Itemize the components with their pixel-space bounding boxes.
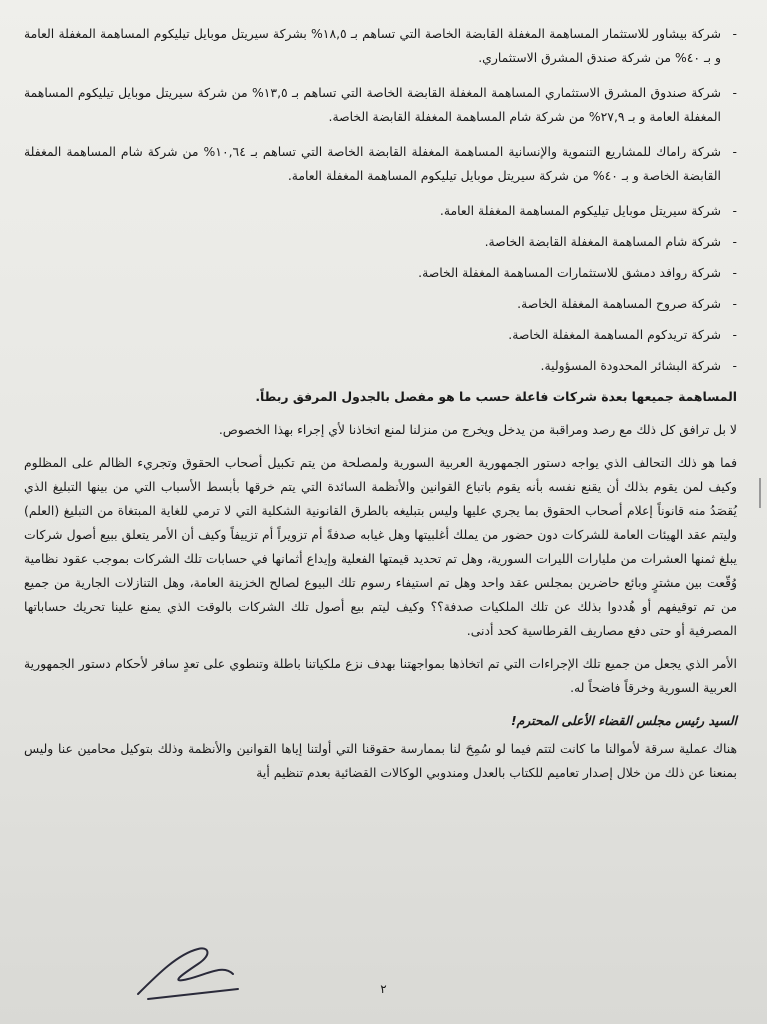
list-item: - شركة صروح المساهمة المغفلة الخاصة. bbox=[24, 292, 737, 316]
list-item: - شركة بيشاور للاستثمار المساهمة المغفلة القابضة الخاصة التي تساهم بـ ١٨,٥% بشركة سيريتل موبايل تيليكوم المساهمة المغفلة العامة و بـ ٤٠% من شركة صندق المشرق الاستثماري. bbox=[24, 22, 737, 70]
page-number: ٢ bbox=[380, 982, 387, 996]
list-item: - شركة شام المساهمة المغفلة القابضة الخاصة. bbox=[24, 230, 737, 254]
company-list bbox=[24, 22, 737, 378]
list-item: - شركة صندوق المشرق الاستثماري المساهمة المغفلة القابضة الخاصة التي تساهم بـ ١٣,٥% من شركة سيريتل موبايل تيليكوم المساهمة المغفلة العامة و بـ ٢٧,٩% من شركة شام المساهمة المغفلة القابضة الخاصة. bbox=[24, 81, 737, 129]
paragraph: هناك عملية سرقة لأموالنا ما كانت لتتم فيما لو سُمِحَ لنا بممارسة حقوقنا التي أولتنا إياها القوانين والأنظمة وذلك بتوكيل محامين عنا وليس بمنعنا عن ذلك من خلال إصدار تعاميم للكتاب بالعدل ومندوبي الوكالات القضائية بعدم تنظيم أية bbox=[24, 741, 737, 780]
list-item: - شركة روافد دمشق للاستثمارات المساهمة المغفلة الخاصة. bbox=[24, 261, 737, 285]
list-item: - شركة البشائر المحدودة المسؤولية. bbox=[24, 354, 737, 378]
paragraph: الأمر الذي يجعل من جميع تلك الإجراءات التي تم اتخاذها بمواجهتنا بهدف نزع ملكياتنا باطلة وتنطوي على تعدٍ سافر لأحكام دستور الجمهورية العربية السورية وخرقاً فاضحاً له. bbox=[24, 656, 737, 695]
list-item: - شركة سيريتل موبايل تيليكوم المساهمة المغفلة العامة. bbox=[24, 199, 737, 223]
summary-line: المساهمة جميعها بعدة شركات فاعلة حسب ما هو مفصل بالجدول المرفق ربطاً. bbox=[255, 389, 737, 404]
paragraph: لا بل ترافق كل ذلك مع رصد ومراقبة من يدخل ويخرج من منزلنا لمنع اتخاذنا لأي إجراء بهذا الخصوص. bbox=[218, 422, 737, 437]
list-item: - شركة راماك للمشاريع التنموية والإنسانية المساهمة المغفلة القابضة الخاصة التي تساهم بـ ١٠,٦٤% من شركة شام المساهمة المغفلة القابضة الخاصة و بـ ٤٠% من شركة سيريتل موبايل تيليكوم المساهمة المغفلة العامة. bbox=[24, 140, 737, 188]
paragraph: فما هو ذلك التحالف الذي يواجه دستور الجمهورية العربية السورية ولمصلحة من يتم تكبيل أصحاب الحقوق وتجريء الظالم على المظلوم وكيف لمن يقوم بذلك أن يقنع نفسه بأنه يقوم باتباع القوانين والأنظمة السائدة التي يتم خرقها بأبسط الأسباب التي من بينها التبليغ الذي يُقصَدُ منه قانوناً إعلام أصحاب الحقوق بما يجري عليها وليس بتبليغه بالطرق القانونية الشكلية التي لا ترمي للغاية المبتغاة من التبليغ (العلم) وليتم عقد الهيئات العامة للشركات دون حضور من يملك أغلبيتها وهل غيابه صدفةً أم تزويراً أم تزييفاً وكيف أن الأمر يتعلق ببيع أصول شركات يبلغ ثمنها العشرات من مليارات الليرات السورية، وهل تم تحديد قيمتها الفعلية وإيداع أثمانها في حسابات تلك الشركات بموجب عقود نظامية وُقّعت بين مشترٍ وبائع حاضرين بمجلس عقد واحد وهل تم استيفاء رسوم تلك البيوع لصالح الخزينة العامة، وهل التنازلات الجارية من جميع من تم توقيفهم أو هُددوا بذلك عن تلك الملكيات صدفة؟؟ وكيف ليتم بيع أصول تلك الشركات بالوقت الذي يمنع علينا تحريك حساباتها المصرفية أو حتى دفع مصاريف القرطاسية كحد أدنى. bbox=[24, 455, 737, 638]
list-item: - شركة تريدكوم المساهمة المغفلة الخاصة. bbox=[24, 323, 737, 347]
margin-mark bbox=[759, 478, 761, 508]
document-body bbox=[24, 22, 737, 794]
salutation-heading: السيد رئيس مجلس القضاء الأعلى المحترم! bbox=[510, 713, 737, 728]
signature-mark bbox=[128, 934, 248, 1004]
